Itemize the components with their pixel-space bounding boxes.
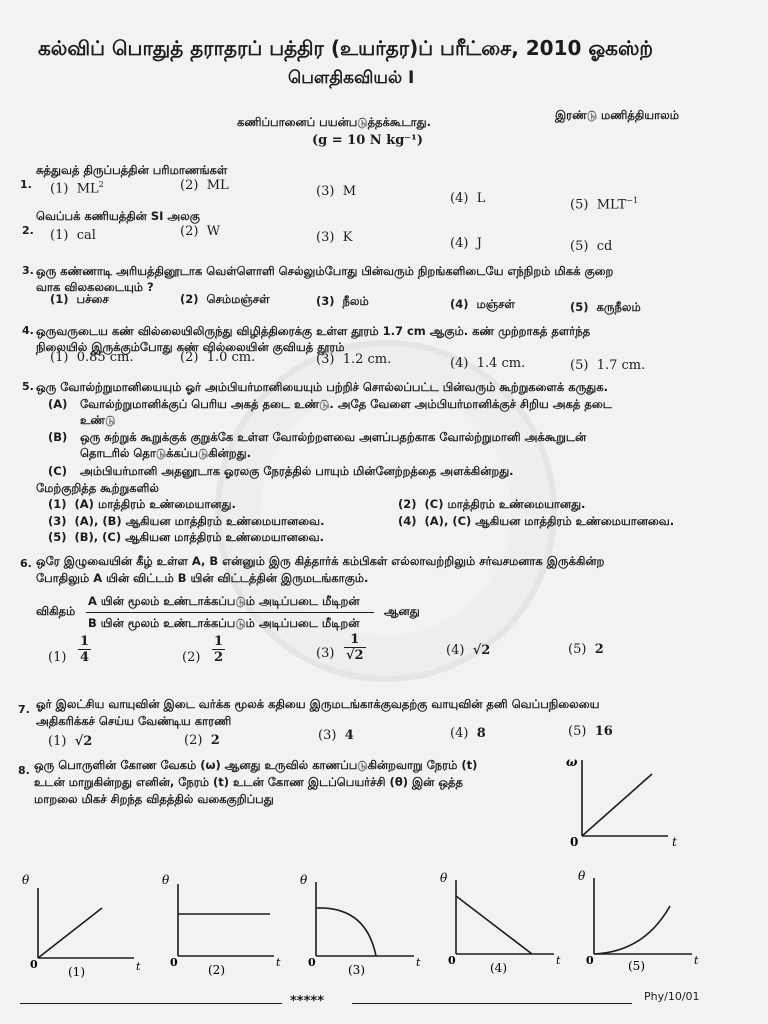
calculator-note: கணிப்பானைப் பயன்படுத்தக்கூடாது. [237, 115, 431, 129]
question-number: 4. [22, 324, 34, 337]
footer-rule-right [352, 1003, 632, 1004]
graph-option-5 [574, 866, 704, 976]
option-5: (5) $MLT^{-1}$ [570, 196, 639, 213]
option-1: (1) cal [50, 228, 96, 243]
option-3-fraction: $\frac{1}{√2}$ [346, 632, 364, 663]
option-5: (5) cd [570, 239, 613, 254]
option-4: (4) மஞ்சள் [450, 297, 515, 311]
graph-option-3 [296, 868, 426, 978]
statement-b-line1: ஒரு சுற்றுக் கூறுக்குக் குறுக்கே உள்ள வோல்ற்றளவை அளப்பதற்காக வோல்ற்றுமானி அக்கூறுடன் [80, 430, 587, 444]
duration: இரண்டு மணித்தியாலம் [555, 108, 679, 122]
graph-option-1 [14, 868, 144, 978]
option-5: (5) கருநீலம் [570, 300, 641, 314]
option-5: (5) (B), (C) ஆகியன மாத்திரம் உண்மையானவை. [48, 530, 324, 544]
option-1: (1) (A) மாத்திரம் உண்மையானது. [48, 497, 236, 511]
statement-a-line2: உண்டு [80, 413, 116, 427]
origin-label: 0 [570, 835, 579, 849]
question-text-line2: நிலையில் இருக்கும்போது கண் வில்லையின் குவியத் தூரம் [36, 340, 345, 354]
graph-number: (4) [490, 961, 507, 975]
question-text-line2: போதிலும் A யின் விட்டம் B யின் விட்டத்தின் இருமடங்காகும். [36, 571, 369, 585]
t-label: t [276, 956, 281, 969]
option-3: (3) 1.2 cm. [316, 352, 392, 367]
option-3: (3) நீலம் [316, 294, 369, 308]
option-3: (3) M [316, 184, 356, 199]
omega-time-graph [560, 752, 690, 852]
question-text-line1: ஒரு பொருளின் கோண வேகம் (ω) ஆனது உருவில் காணப்படுகின்றவாறு நேரம் (t) [34, 758, 478, 772]
question-text-line1: ஒருவருடைய கண் வில்லையிலிருந்து விழித்திரைக்கு உள்ள தூரம் 1.7 cm ஆகும். கண் முற்றாகத் தளர்ந்த [36, 324, 591, 338]
graph-number: (2) [208, 963, 225, 977]
t-label: t [672, 835, 677, 849]
option-1-label: (1) [48, 650, 67, 665]
graph-option-4 [436, 866, 566, 976]
graph-number: (1) [68, 965, 85, 978]
option-4: (4) 1.4 cm. [450, 356, 526, 371]
exam-title: கல்விப் பொதுத் தராதரப் பத்திர (உயர்தர)ப் பரீட்சை, 2010 ஓகஸ்ற் [38, 36, 654, 60]
theta-label: θ [578, 869, 586, 883]
question-text-line1: ஒரு கண்ணாடி அரியத்தினூடாக வெள்ளொளி செல்லும்போது பின்வரும் நிறங்களிடையே எந்நிறம் மிகக் குறை [36, 264, 614, 278]
option-1: (1) $ML^2$ [50, 180, 104, 197]
option-3: (3) K [316, 230, 353, 245]
footer-stars: ***** [290, 994, 324, 1009]
ratio-tail: ஆனது [384, 604, 420, 618]
option-3-label: (3) [316, 646, 335, 661]
statement-a-label: (A) [48, 397, 68, 411]
question-text-line1: ஒரே இழுவையின் கீழ் உள்ள A, B என்னும் இரு கித்தார்க் கம்பிகள் எல்லாவற்றிலும் சர்வசமனாக இருக்கின்ற [36, 554, 605, 568]
paper-code: Phy/10/01 [644, 990, 700, 1003]
option-1-fraction: $\frac{1}{4}$ [80, 634, 90, 665]
option-2: (2) ML [180, 178, 229, 193]
question-number: 3. [22, 264, 34, 277]
origin-label: 0 [448, 954, 456, 967]
question-number: 2. [22, 224, 34, 237]
question-text: வெப்பக் கணியத்தின் SI அலகு [36, 209, 200, 223]
option-2-fraction: $\frac{1}{2}$ [214, 634, 224, 665]
ratio-denominator: B யின் மூலம் உண்டாக்கப்படும் அடிப்படை மீடிறன் [88, 616, 360, 630]
option-3: (3) (A), (B) ஆகியன மாத்திரம் உண்மையானவை. [48, 514, 325, 528]
graph-number: (5) [628, 959, 645, 973]
option-4: (4) (A), (C) ஆகியன மாத்திரம் உண்மையானவை. [398, 514, 675, 528]
question-text-line2: அதிகரிக்கச் செய்ய வேண்டிய காரணி [36, 714, 232, 728]
question-number: 8. [18, 764, 30, 777]
question-text-line2: வாக விலகலடையும் ? [36, 280, 154, 294]
question-text-line2: உடன் மாறுகின்றது எனின், நேரம் (t) உடன் கோண இடப்பெயர்ச்சி (θ) இன் ஒத்த [34, 775, 463, 789]
option-2: (2) (C) மாத்திரம் உண்மையானது. [398, 497, 586, 511]
linear-line [582, 774, 652, 836]
fraction-bar [86, 612, 374, 613]
question-number: 1. [20, 178, 32, 191]
question-number: 7. [18, 703, 30, 716]
option-1: (1) பச்சை [50, 292, 109, 306]
t-label: t [556, 954, 561, 967]
graph-option-2 [156, 868, 286, 978]
origin-label: 0 [170, 956, 178, 969]
option-4: (4) J [450, 236, 482, 251]
question-text-line1: ஓர் இலட்சிய வாயுவின் இடை வர்க்க மூலக் கதியை இருமடங்காக்குவதற்கு வாயுவின் தனி வெப்பநிலையை [36, 697, 600, 711]
footer-rule-left [20, 1003, 282, 1004]
origin-label: 0 [30, 958, 38, 971]
option-2: (2) 2 [184, 733, 220, 748]
t-label: t [416, 956, 421, 969]
statement-c-line1: அம்பியர்மானி அதனூடாக ஓரலகு நேரத்தில் பாயும் மின்னேற்றத்தை அளக்கின்றது. [80, 464, 514, 478]
option-5: (5) 2 [568, 642, 604, 657]
statement-b-line2: தொடரில் தொடுக்கப்படுகின்றது. [80, 446, 251, 460]
theta-label: θ [300, 873, 308, 887]
question-text: ஒரு வோல்ற்றுமானியையும் ஓர் அம்பியர்மானியையும் பற்றிச் சொல்லப்பட்ட பின்வரும் கூற்றுகளைக் கருதுக. [36, 380, 608, 394]
theta-label: θ [440, 871, 448, 885]
origin-label: 0 [308, 956, 316, 969]
option-4: (4) 8 [450, 726, 486, 741]
option-2: (2) செம்மஞ்சள் [180, 292, 270, 306]
option-5: (5) 16 [568, 724, 613, 739]
statement-b-label: (B) [48, 430, 68, 444]
ratio-label: விகிதம் [36, 604, 76, 618]
option-4: (4) √2 [446, 643, 491, 658]
option-1: (1) 0.85 cm. [50, 350, 134, 365]
statement-c-label: (C) [48, 464, 67, 478]
option-3: (3) 4 [318, 728, 354, 743]
t-label: t [136, 960, 141, 973]
option-4: (4) L [450, 191, 486, 206]
statement-a-line1: வோல்ற்றுமானிக்குப் பெரிய அகத் தடை உண்டு. அதே வேளை அம்பியர்மானிக்குச் சிறிய அகத் தடை [80, 397, 612, 411]
option-5: (5) 1.7 cm. [570, 358, 646, 373]
origin-label: 0 [586, 954, 594, 967]
question-text: சுத்துவத் திருப்பத்தின் பரிமாணங்கள் [36, 163, 228, 177]
gravity-note: (g = 10 N kg⁻¹) [312, 133, 424, 148]
option-2-label: (2) [182, 650, 201, 665]
question-text-line3: மாறலை மிகச் சிறந்த விதத்தில் வகைகுறிப்பது [34, 792, 274, 806]
ratio-numerator: A யின் மூலம் உண்டாக்கப்படும் அடிப்படை மீடிறன் [88, 594, 360, 608]
option-2: (2) 1.0 cm. [180, 350, 256, 365]
question-number: 5. [22, 380, 34, 393]
question-number: 6. [20, 557, 32, 570]
theta-label: θ [22, 873, 30, 887]
statements-prompt: மேற்குறித்த கூற்றுகளில் [36, 481, 159, 495]
subject-title: பௌதிகவியல் I [288, 68, 415, 88]
option-1: (1) √2 [48, 734, 93, 749]
graph-number: (3) [348, 963, 365, 977]
theta-label: θ [162, 873, 170, 887]
t-label: t [694, 954, 699, 967]
option-2: (2) W [180, 224, 221, 239]
omega-label: ω [566, 755, 578, 769]
